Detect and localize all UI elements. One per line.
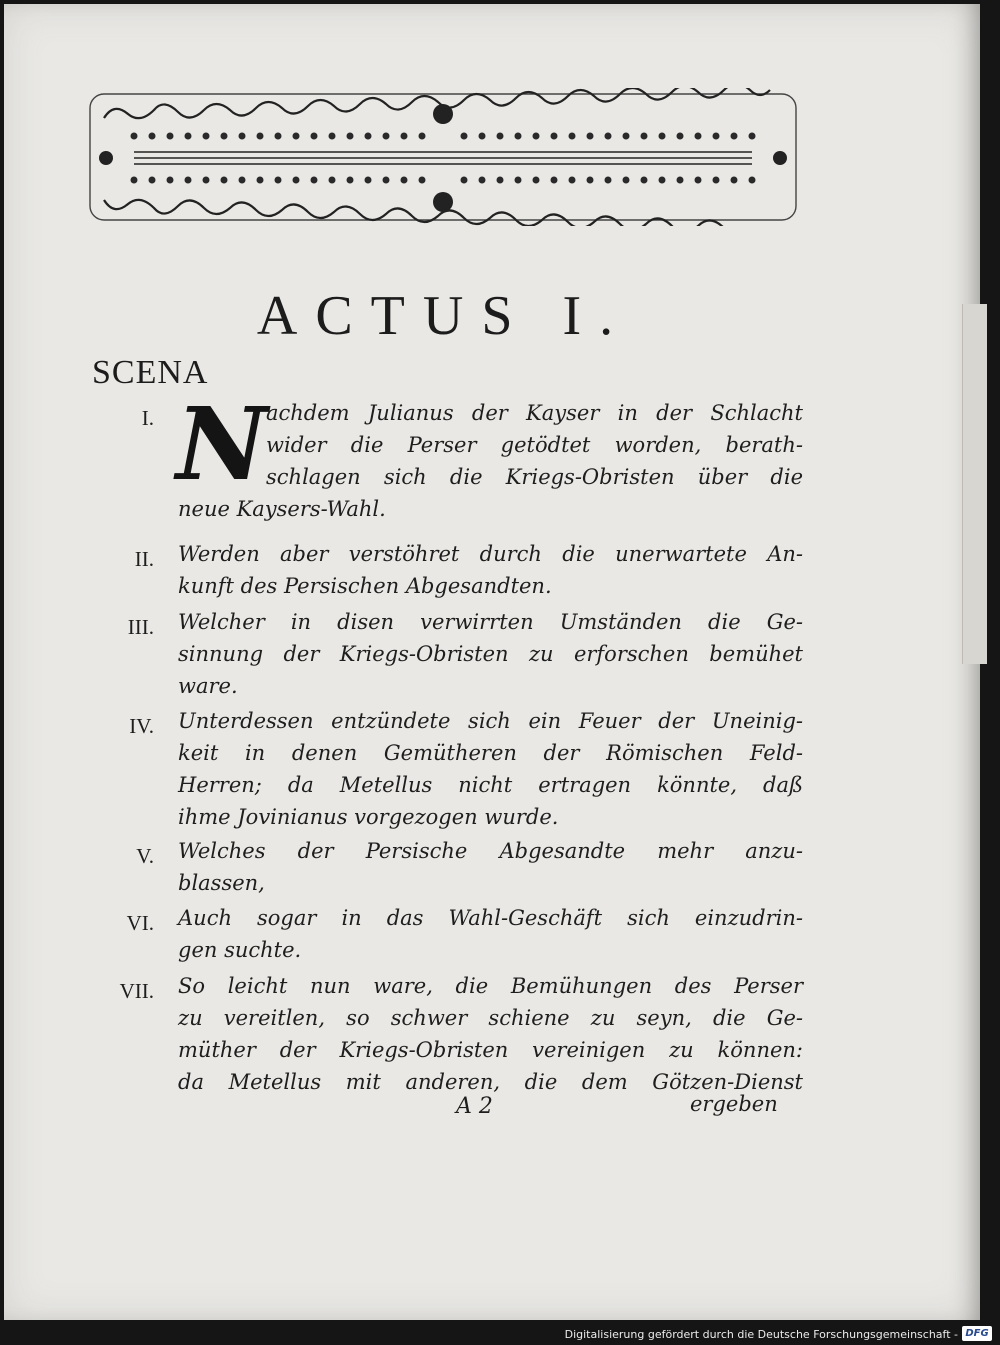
drop-cap-initial: N bbox=[176, 385, 268, 503]
digitization-credit: Digitalisierung gefördert durch die Deutsche Forschungsgemeinschaft - bbox=[564, 1328, 958, 1341]
scene-text-line: schlagen sich die Kriegs-Obristen über die bbox=[266, 465, 803, 489]
scene-text-line: Herren; da Metellus nicht ertragen könnte, daß bbox=[178, 773, 803, 797]
page-edge bbox=[962, 304, 987, 664]
scene-text-line: zu vereitlen, so schwer schiene zu seyn, die Ge- bbox=[178, 1006, 803, 1030]
scene-text-line: ware. bbox=[178, 674, 238, 698]
scene-text-line: Welcher in disen verwirrten Umständen die Ge- bbox=[178, 610, 803, 634]
scene-text-line: kunft des Persischen Abgesandten. bbox=[178, 574, 552, 598]
scene-number: I. bbox=[141, 406, 154, 430]
scene-number: III. bbox=[127, 615, 154, 639]
dfg-logo: DFG bbox=[962, 1326, 992, 1341]
scene-text-line: Welches der Persische Abgesandte mehr anzu- bbox=[178, 839, 803, 863]
scene-number: II. bbox=[134, 547, 154, 571]
scene-number: V. bbox=[136, 844, 154, 868]
catchword: ergeben bbox=[690, 1092, 778, 1116]
scene-text-line: achdem Julianus der Kayser in der Schlacht bbox=[266, 401, 803, 425]
scene-text-line: ihme Jovinianus vorgezogen wurde. bbox=[178, 805, 559, 829]
book-page bbox=[4, 4, 980, 1320]
scene-text-line: Werden aber verstöhret durch die unerwartete An- bbox=[178, 542, 803, 566]
scene-number: VI. bbox=[126, 911, 154, 935]
scene-text-line: müther der Kriegs-Obristen vereinigen zu können: bbox=[178, 1038, 803, 1062]
scene-text-line: sinnung der Kriegs-Obristen zu erforschen bemühet bbox=[178, 642, 803, 666]
scene-text-line: gen suchte. bbox=[178, 938, 302, 962]
scene-text-line: So leicht nun ware, die Bemühungen des Perser bbox=[178, 974, 803, 998]
scene-text-line: neue Kaysers-Wahl. bbox=[178, 497, 386, 521]
scene-text-line: wider die Perser getödtet worden, berath- bbox=[266, 433, 803, 457]
scena-heading: SCENA bbox=[92, 354, 209, 391]
scene-text-line: keit in denen Gemütheren der Römischen Feld- bbox=[178, 741, 803, 765]
scene-text-line: Unterdessen entzündete sich ein Feuer der Uneinig- bbox=[178, 709, 803, 733]
scene-text-line: Auch sogar in das Wahl-Geschäft sich einzudrin- bbox=[178, 906, 803, 930]
scene-text-line: da Metellus mit anderen, die dem Götzen-Dienst bbox=[178, 1070, 803, 1094]
ornamental-header-band bbox=[84, 88, 802, 226]
scene-text-line: blassen, bbox=[178, 871, 265, 895]
scene-number: IV. bbox=[129, 714, 154, 738]
signature-mark: A 2 bbox=[456, 1094, 493, 1119]
act-title: ACTUS I. bbox=[256, 285, 632, 347]
scene-number: VII. bbox=[119, 979, 154, 1003]
